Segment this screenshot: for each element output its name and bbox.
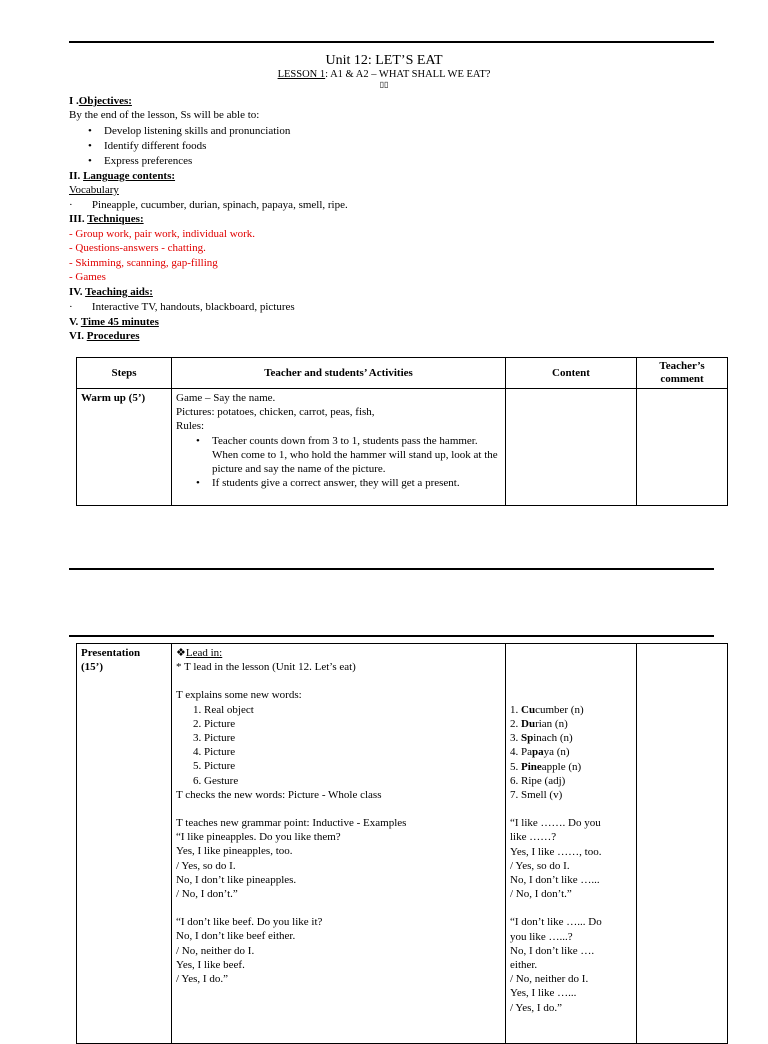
method-item: 6. Gesture <box>204 774 501 788</box>
technique-item: - Group work, pair work, individual work. <box>69 228 256 240</box>
techniques-heading: III. Techniques: <box>69 213 144 225</box>
pattern-line: / Yes, I do.” <box>510 1001 562 1014</box>
objective-item: • Develop listening skills and pronunciation <box>86 124 290 139</box>
word-item: 7. Smell (v) <box>510 789 563 802</box>
pattern-line: “I like ……. Do you <box>510 817 601 830</box>
pattern-line: No, I don’t like …. <box>510 944 595 957</box>
example-line: / Yes, I do.” <box>176 973 228 986</box>
warmup-content <box>506 389 637 506</box>
word-item: 6. Ripe (adj) <box>510 774 566 787</box>
objectives-heading: I .Objectives: <box>69 95 132 107</box>
header-content: Content <box>506 358 637 389</box>
pattern-line: No, I don’t like …... <box>510 874 600 887</box>
vocabulary-label: Vocabulary <box>69 184 119 196</box>
placeholder-glyphs: ▯▯ <box>379 80 389 89</box>
technique-item: - Skimming, scanning, gap-filling <box>69 257 218 269</box>
warmup-line: Rules: <box>176 420 205 433</box>
procedures-heading: VI. Procedures <box>69 330 140 342</box>
presentation-content <box>506 644 637 1044</box>
word-item: 5. Pineapple (n) <box>510 760 582 773</box>
technique-item: - Questions-answers - chatting. <box>69 242 206 254</box>
pattern-line: Yes, I like …... <box>510 987 577 1000</box>
lesson-title: : A1 & A2 – WHAT SHALL WE EAT? <box>325 69 491 80</box>
warmup-line: Game – Say the name. <box>176 392 276 404</box>
pattern-line: “I don’t like …... Do <box>510 916 602 929</box>
presentation-table <box>76 643 728 1044</box>
top-rule <box>69 41 714 43</box>
step-presentation: Presentation (15’) <box>77 644 172 1044</box>
example-line: / Yes, so do I. <box>176 859 236 872</box>
language-heading: II. Language contents: <box>69 170 176 182</box>
word-item: 4. Papaya (n) <box>510 746 570 759</box>
vocabulary-line: · Pineapple, cucumber, durian, spinach, papaya, smell, ripe. <box>69 199 348 211</box>
header-steps: Steps <box>77 358 172 389</box>
time-heading: V. Time 45 minutes <box>69 316 159 328</box>
example-line: “I like pineapples. Do you like them? <box>176 831 341 844</box>
objectives-list <box>86 124 290 169</box>
example-line: Yes, I like pineapples, too. <box>176 845 293 858</box>
aids-heading: IV. Teaching aids: <box>69 286 153 298</box>
page-end-rule <box>69 568 714 570</box>
objectives-intro: By the end of the lesson, Ss will be able to: <box>69 109 260 121</box>
method-item: 2. Picture <box>204 717 501 731</box>
grammar-line: T teaches new grammar point: Inductive - Examples <box>176 817 407 830</box>
methods-list <box>176 703 501 788</box>
presentation-comment <box>637 644 728 1044</box>
example-line: Yes, I like beef. <box>176 958 245 971</box>
lead-in-line: * T lead in the lesson (Unit 12. Let’s eat) <box>176 661 356 674</box>
lesson-label: LESSON 1 <box>277 69 326 80</box>
pattern-line: / No, I don’t.” <box>510 888 572 901</box>
objective-item: • Identify different foods <box>86 139 290 154</box>
warmup-rules <box>176 434 501 491</box>
presentation-activities <box>172 644 506 1044</box>
pattern-line: you like …...? <box>510 930 573 943</box>
word-item: 3. Spinach (n) <box>510 732 573 745</box>
pattern-line: / Yes, so do I. <box>510 859 570 872</box>
technique-item: - Games <box>69 271 106 283</box>
step-warmup: Warm up (5’) <box>77 389 172 506</box>
word-item: 2. Durian (n) <box>510 718 568 730</box>
lead-in-heading: ❖Lead in: <box>176 647 223 659</box>
header-comment: Teacher’s comment <box>637 358 728 389</box>
objective-item: • Express preferences <box>86 154 290 169</box>
warmup-comment <box>637 389 728 506</box>
method-item: 5. Picture <box>204 759 501 773</box>
method-item: 4. Picture <box>204 745 501 759</box>
pattern-line: like ……? <box>510 831 557 844</box>
example-line: / No, I don’t.” <box>176 888 238 901</box>
procedures-table <box>76 357 728 506</box>
example-line: / No, neither do I. <box>176 944 255 957</box>
example-line: “I don’t like beef. Do you like it? <box>176 916 323 929</box>
pattern-line: either. <box>510 959 538 972</box>
aids-line: · Interactive TV, handouts, blackboard, pictures <box>69 301 295 313</box>
lesson-subtitle <box>0 69 768 80</box>
pattern-line: Yes, I like ……, too. <box>510 845 602 858</box>
example-line: No, I don’t like pineapples. <box>176 873 297 886</box>
page-start-rule <box>69 635 714 637</box>
rule-item: • If students give a correct answer, they will get a present. <box>194 476 501 490</box>
warmup-activities <box>172 389 506 506</box>
header-activities: Teacher and students’ Activities <box>172 358 506 389</box>
method-item: 1. Real object <box>204 703 501 717</box>
warmup-line: Pictures: potatoes, chicken, carrot, peas, fish, <box>176 406 375 419</box>
method-item: 3. Picture <box>204 731 501 745</box>
pattern-line: / No, neither do I. <box>510 973 589 986</box>
example-line: No, I don’t like beef either. <box>176 930 296 943</box>
checks-line: T checks the new words: Picture - Whole class <box>176 788 382 801</box>
rule-item: • Teacher counts down from 3 to 1, students pass the hammer. When come to 1, who hold the hammer will stand up, look at the picture and say the name of the picture. <box>194 434 501 477</box>
word-item: 1. Cucumber (n) <box>510 703 584 716</box>
explains-line: T explains some new words: <box>176 689 302 702</box>
page-title: Unit 12: LET’S EAT <box>325 53 443 68</box>
diamond-icon: ❖ <box>176 647 186 659</box>
